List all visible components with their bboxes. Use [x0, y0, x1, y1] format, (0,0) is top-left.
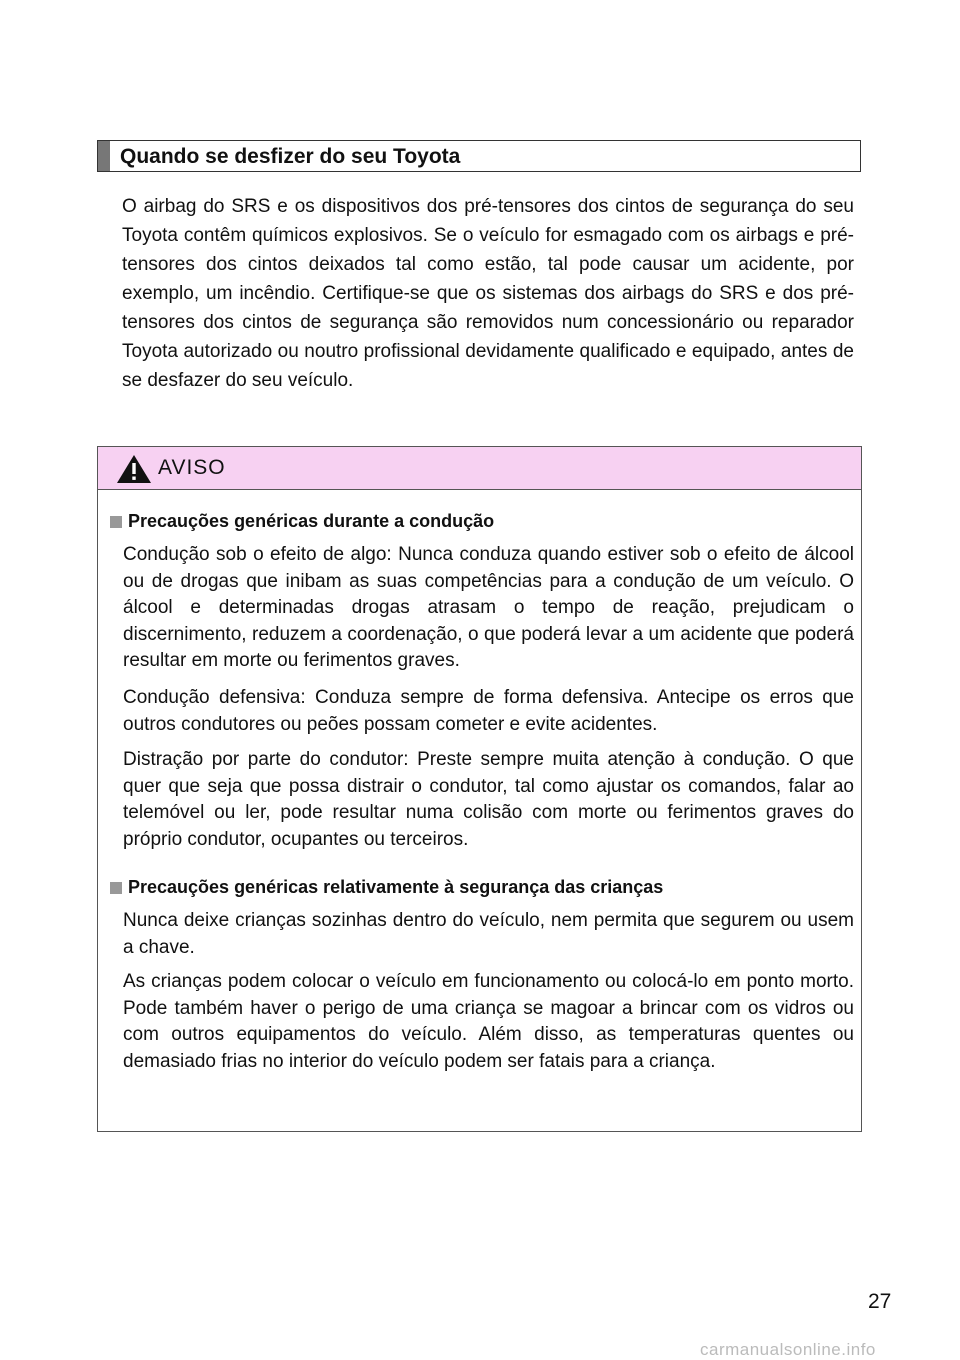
warning-paragraph: Condução defensiva: Conduza sempre de forma defensiva. Antecipe os erros que outros condutores ou peões possam cometer e evite acidentes. — [123, 687, 854, 735]
warning-paragraph: Distração por parte do condutor: Preste sempre muita atenção à condução. O que quer que seja que possa distrair o condutor, tal como ajustar os comandos, falar ao telemóvel ou ler, pode resultar numa colisão com morte ou ferimentos graves do próprio condutor, ocupantes ou terceiros. — [123, 749, 854, 850]
warning-paragraph: Condução sob o efeito de algo: Nunca conduza quando estiver sob o efeito de álcool ou de drogas que inibam as suas competências para a condução de um veículo. O álcool e determinadas drogas atrasam o tempo de reação, prejudicam o discernimento, reduzem a coordenação, o que poderá levar a um acidente que poderá resultar em morte ou ferimentos graves. — [123, 544, 854, 671]
subsection-title — [110, 510, 494, 532]
watermark: carmanualsonline.info — [700, 1340, 876, 1359]
page-number: 27 — [868, 1290, 892, 1313]
section-body: O airbag do SRS e os dispositivos dos pré-tensores dos cintos de segurança do seu Toyota contêm químicos explosivos. Se o veículo for esmagado com os airbags e pré-tensores dos cintos deixados tal como estão, tal pode causar um acidente, por exemplo, um incêndio. Certifique-se que os sistemas dos airbags do SRS e dos pré-tensores dos cintos de segurança são removidos num concessionário ou reparador Toyota autorizado ou noutro profissional devidamente qualificado e equipado, antes de se desfazer do seu veículo. — [122, 196, 854, 391]
warning-header — [98, 447, 861, 490]
warning-triangle-icon — [116, 454, 152, 484]
bullet-square-icon — [110, 882, 122, 894]
subsection-title-text: Precauções genéricas relativamente à segurança das crianças — [128, 877, 664, 897]
bullet-square-icon — [110, 516, 122, 528]
section-title: Quando se desfizer do seu Toyota — [120, 145, 461, 168]
section-header-bar — [98, 141, 110, 171]
subsection-title-text: Precauções genéricas durante a condução — [128, 511, 495, 531]
warning-paragraph: As crianças podem colocar o veículo em funcionamento ou colocá-lo em ponto morto. Pode também haver o perigo de uma criança se magoar a brincar com os vidros ou com outros equipamentos do veículo. Além disso, as temperaturas quentes ou demasiado frias no interior do veículo podem ser fatais para a criança. — [123, 971, 854, 1072]
section-header — [97, 140, 861, 172]
subsection-title — [110, 876, 663, 898]
warning-label: AVISO — [158, 456, 226, 479]
warning-paragraph: Nunca deixe crianças sozinhas dentro do veículo, nem permita que segurem ou usem a chave. — [123, 910, 854, 958]
warning-box — [97, 446, 862, 1132]
